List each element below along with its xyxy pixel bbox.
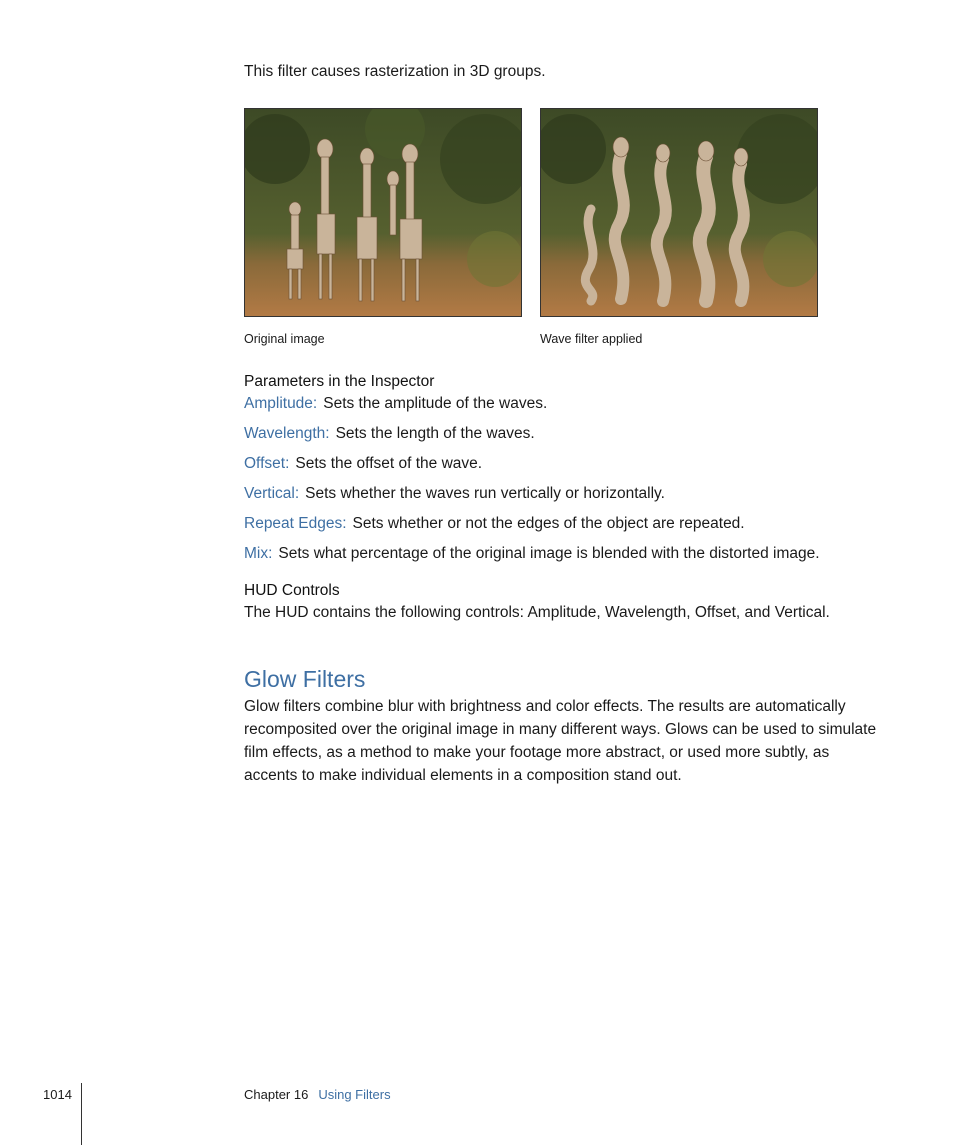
param-term: Mix: (244, 545, 273, 562)
wave-filter-image (540, 108, 818, 317)
param-repeat-edges (244, 509, 884, 539)
glow-section (244, 663, 884, 787)
param-term: Wavelength: (244, 425, 330, 442)
param-amplitude (244, 389, 884, 419)
hud-text: The HUD contains the following controls: Amplitude, Wavelength, Offset, and Vertical. (244, 604, 830, 621)
param-desc: Sets the length of the waves. (335, 425, 535, 442)
param-vertical (244, 479, 884, 509)
param-term: Vertical: (244, 485, 300, 502)
param-desc: Sets the amplitude of the waves. (323, 395, 548, 412)
param-term: Amplitude: (244, 395, 318, 412)
param-term: Offset: (244, 455, 290, 472)
chapter-footer (244, 1087, 391, 1102)
footer-divider (81, 1083, 82, 1145)
figure-caption: Wave filter applied (540, 332, 643, 346)
original-image (244, 108, 522, 317)
param-desc: Sets whether or not the edges of the object are repeated. (352, 515, 745, 532)
param-term: Repeat Edges: (244, 515, 347, 532)
param-offset (244, 449, 884, 479)
page-number: 1014 (43, 1087, 72, 1102)
param-wavelength (244, 419, 884, 449)
param-desc: Sets whether the waves run vertically or horizontally. (305, 485, 665, 502)
glow-text: Glow filters combine blur with brightness and color effects. The results are automatically recomposited over the original image in many different ways. Glows can be used to simulate film effects, as a method to make your footage more abstract, or used more subtly, as accents to make individual elements in a composition stand out. (244, 698, 877, 784)
param-mix (244, 539, 884, 569)
chapter-title: Using Filters (318, 1087, 391, 1102)
glow-heading: Glow Filters (244, 666, 366, 692)
figure-caption: Original image (244, 332, 325, 346)
parameters-heading: Parameters in the Inspector (244, 373, 435, 390)
chapter-label: Chapter 16 (244, 1087, 309, 1102)
hud-section (244, 582, 884, 623)
parameters-section (244, 372, 884, 569)
intro-text: This filter causes rasterization in 3D groups. (244, 63, 546, 80)
param-desc: Sets the offset of the wave. (295, 455, 483, 472)
param-desc: Sets what percentage of the original image is blended with the distorted image. (278, 545, 820, 562)
hud-heading: HUD Controls (244, 582, 340, 599)
